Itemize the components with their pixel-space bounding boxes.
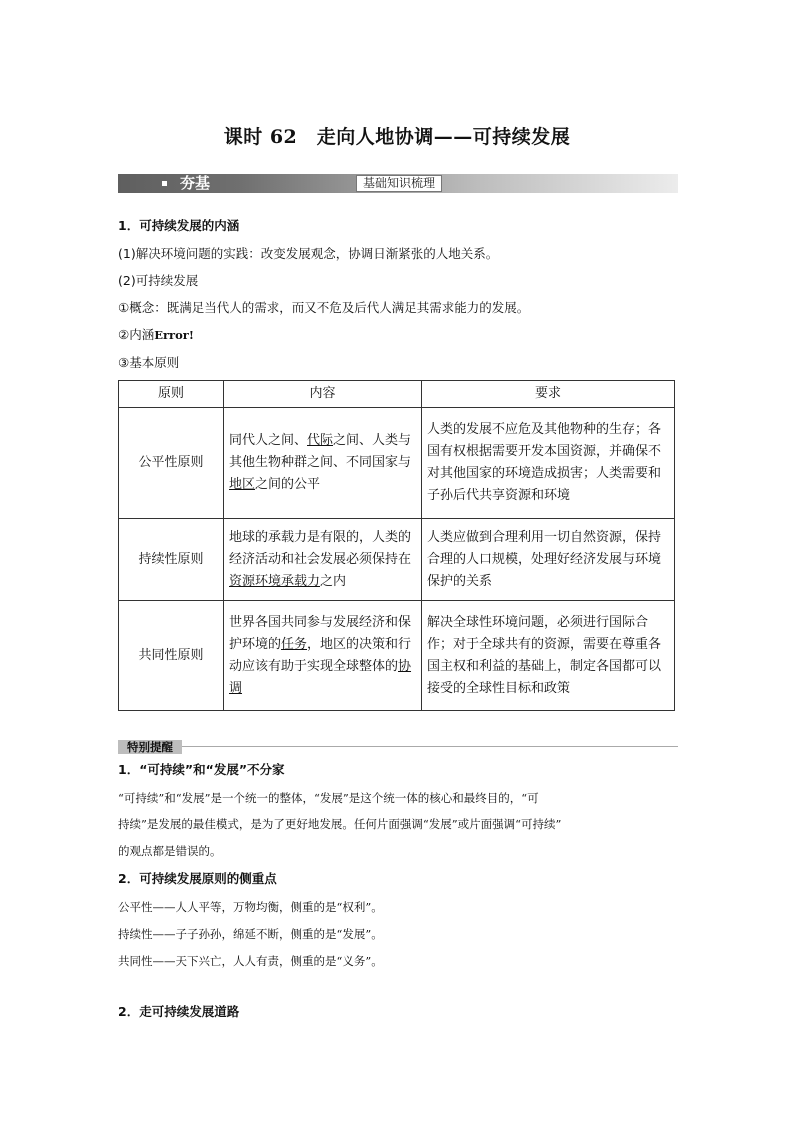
table-cell: 人类的发展不应危及其他物种的生存；各国有权根据需要开发本国资源，并确保不对其他国家的环境造成损害；人类需要和子孙后代共享资源和环境 <box>422 408 675 519</box>
table-cell <box>224 601 422 711</box>
banner-sub-label: 基础知识梳理 <box>356 175 442 192</box>
paragraph <box>118 326 194 344</box>
tip-label: 特别提醒 <box>118 740 182 754</box>
principles-table <box>118 380 675 711</box>
table-cell: 公平性原则 <box>119 408 224 519</box>
table-cell <box>224 408 422 519</box>
table-row <box>119 519 675 601</box>
page-title: 课时 62 走向人地协调——可持续发展 <box>223 126 571 148</box>
tip-text: 持续”是发展的最佳模式，是为了更好地发展。任何片面强调“发展”或片面强调“可持续” <box>118 817 562 831</box>
underlined-text: 任务 <box>281 636 308 652</box>
paragraph: (2)可持续发展 <box>118 273 199 288</box>
table-cell <box>224 519 422 601</box>
text: 世界各国共同参与发展经济和保护环境的 <box>229 614 412 652</box>
table-cell: 共同性原则 <box>119 601 224 711</box>
tip-text: 公平性——人人平等，万物均衡，侧重的是“权利”。 <box>118 900 383 914</box>
underlined-text: 资源环境承载力 <box>229 573 321 589</box>
divider <box>182 746 678 747</box>
square-bullet-icon <box>162 181 167 186</box>
section1-heading: 1．可持续发展的内涵 <box>118 218 240 233</box>
text: 地球的承载力是有限的，人类的经济活动和社会发展必须保持在 <box>229 529 412 567</box>
tip-heading: 2．可持续发展原则的侧重点 <box>118 871 277 886</box>
table-cell: 解决全球性环境问题，必须进行国际合作；对于全球共有的资源，需要在尊重各国主权和利益的基础上，制定各国都可以接受的全球性目标和政策 <box>422 601 675 711</box>
text: ②内涵 <box>118 327 155 342</box>
tip-bar <box>118 740 678 754</box>
tip-text: 的观点都是错误的。 <box>118 844 222 858</box>
paragraph: ③基本原则 <box>118 355 180 370</box>
table-row <box>119 601 675 711</box>
underlined-text: 协调 <box>229 658 412 696</box>
banner-main-label: 夯基 <box>180 174 211 192</box>
tip-heading: 1．“可持续”和“发展”不分家 <box>118 762 285 777</box>
underlined-text: 代际 <box>307 433 334 448</box>
table-header: 内容 <box>224 381 422 408</box>
tip-text: 持续性——子子孙孙，绵延不断，侧重的是“发展”。 <box>118 927 383 941</box>
table-cell: 持续性原则 <box>119 519 224 601</box>
text: ，地区的决策和行动应该有助于实现全球整体的 <box>229 636 412 674</box>
paragraph: ①概念：既满足当代人的需求，而又不危及后代人满足其需求能力的发展。 <box>118 300 530 315</box>
error-text: Error! <box>154 328 194 342</box>
tip-text: 共同性——天下兴亡，人人有责，侧重的是“义务”。 <box>118 954 383 968</box>
text: 之内 <box>320 573 347 589</box>
section-banner <box>118 174 678 193</box>
underlined-text: 地区 <box>229 477 256 492</box>
table-row <box>119 408 675 519</box>
tip-text: “可持续”和“发展”是一个统一的整体，“发展”是这个统一体的核心和最终目的，“可 <box>118 791 539 805</box>
section2-heading: 2．走可持续发展道路 <box>118 1004 240 1019</box>
text: 之间的公平 <box>255 477 321 492</box>
table-header: 原则 <box>119 381 224 408</box>
table-header-row <box>119 381 675 408</box>
paragraph: (1)解决环境问题的实践：改变发展观念，协调日渐紧张的人地关系。 <box>118 246 499 261</box>
table-header: 要求 <box>422 381 675 408</box>
text: 之间、人类与其他生物种群之间、不同国家与 <box>229 433 412 470</box>
text: 同代人之间、 <box>229 433 308 448</box>
table-cell: 人类应做到合理利用一切自然资源，保持合理的人口规模，处理好经济发展与环境保护的关系 <box>422 519 675 601</box>
